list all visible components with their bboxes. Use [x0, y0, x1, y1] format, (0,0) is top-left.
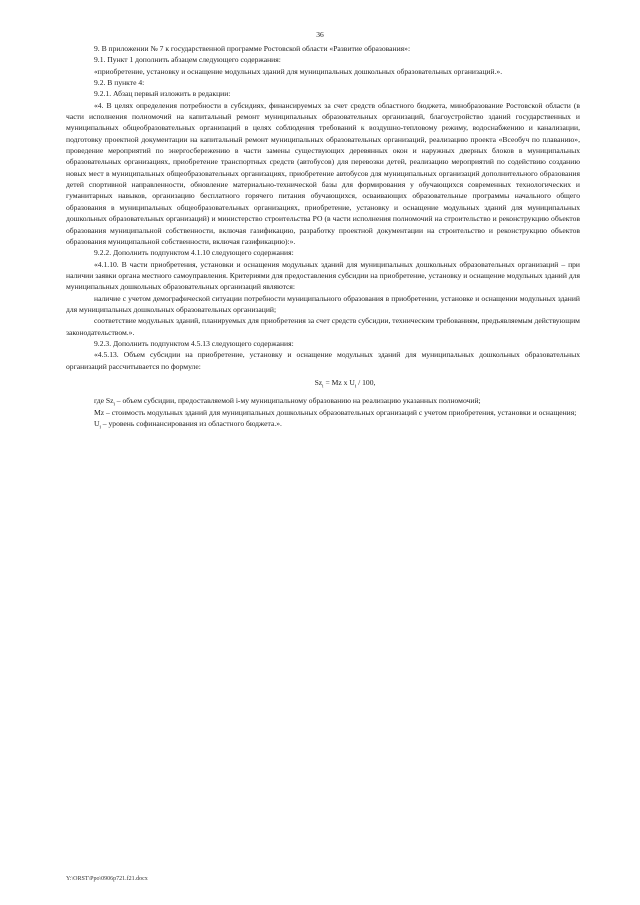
definition-symbol-sub: i [113, 402, 115, 408]
paragraph: 9.1. Пункт 1 дополнить абзацем следующего содержания: [94, 55, 281, 65]
definition-mz [66, 407, 580, 418]
paragraph: 9.2.2. Дополнить подпунктом 4.1.10 следующего содержания: [94, 248, 294, 258]
definition-text: – уровень софинансирования из областного бюджета.». [100, 419, 282, 428]
paragraph: «приобретение, установку и оснащение модульных зданий для муниципальных дошкольных образовательных организаций.». [94, 66, 503, 76]
paragraph: «4. В целях определения потребности в субсидиях, финансируемых за счет средств областного бюджета, минобразование Ростовской области (в части исполнения полномочий на капитальный ремонт муниципальных образовательных организаций, благоустройство зданий государственных и муниципальных общеобразовательных организаций в целях соблюдения требований к воздушно-тепловому режиму, водоснабжению и канализации, подготовку проектной документации на капитальный ремонт муниципальных образовательных организаций, реализацию проекта «Всеобуч по плаванию», проведение мероприятий по энергосбережению в части замены существующих деревянных окон и наружных дверных блоков в муниципальных образовательных организациях, приобретение транспортных средств (автобусов) для перевозки детей, реализацию мероприятий по содействию созданию новых мест в муниципальных общеобразовательных организациях, приобретение автобусов для муниципальных организаций дополнительного образования детей спортивной направленности, обновление материально-технической базы для формирования у обучающихся современных технологических и гуманитарных навыков, организацию бесплатного горячего питания обучающихся, осваивающих образовательные программы начального общего образования в муниципальных общеобразовательных организациях, приобретение, установку и оснащение модульных зданий для муниципальных дошкольных образовательных организаций) и министерство строительства РО (в части исполнения полномочий на строительство и реконструкцию объектов образования муниципальной собственности, включая газификацию, разработку проектной документации на строительство и реконструкцию объектов образования муниципальной собственности, включая газификацию):». [66, 100, 580, 246]
document-body [66, 43, 580, 429]
definition-text: – объем субсидии, предоставляемой i-му муниципальному образованию на реализацию указанных полномочий; [114, 396, 481, 406]
definition-text: – стоимость модульных зданий для муниципальных дошкольных образовательных организаций с учетом приобретения, установки и оснащения; [104, 407, 577, 417]
definition-symbol: U [94, 419, 100, 428]
formula [66, 377, 580, 388]
formula-middle-sub: i [354, 384, 357, 390]
paragraph: 9.2.1. Абзац первый изложить в редакции: [94, 89, 231, 99]
formula-rhs: / 100, [356, 377, 376, 387]
definition-u [66, 418, 580, 429]
paragraph: 9. В приложении № 7 к государственной программе Ростовской области «Развитие образования»: [94, 44, 411, 53]
paragraph: соответствие модульных зданий, планируемых для приобретения за счет средств субсидии, техническим требованиям, предъявляемым действующим законодательством.». [66, 316, 580, 337]
paragraph: 9.2. В пункте 4: [94, 78, 145, 88]
formula-lhs-sub: i [322, 384, 324, 390]
definition-prefix: где [94, 396, 106, 406]
definition-symbol-sub: i [99, 425, 101, 431]
paragraph: «4.1.10. В части приобретения, установки и оснащения модульных зданий для муниципальных дошкольных образовательных организаций – при наличии заявки органа местного самоуправления. Критериями для предоставления субсидии на приобретение, установку и оснащение модульных зданий для муниципальных дошкольных образовательных организаций являются: [66, 259, 580, 292]
definition-symbol: Mz [94, 407, 105, 417]
page-number: 36 [316, 30, 324, 39]
paragraph: «4.5.13. Объем субсидии на приобретение, установку и оснащение модульных зданий для муниципальных дошкольных образовательных организаций рассчитывается по формуле: [66, 350, 580, 371]
formula-middle: = Mz x U [323, 377, 355, 387]
paragraph: наличие с учетом демографической ситуации потребности муниципального образования в приобретении, установке и оснащении модульных зданий для муниципальных дошкольных образовательных организаций; [66, 293, 580, 314]
definition-symbol: Sz [105, 396, 114, 406]
definition-sz [66, 395, 580, 406]
paragraph: 9.2.3. Дополнить подпунктом 4.5.13 следующего содержания: [94, 338, 294, 348]
file-path-footer: Y:\ORST\Ppo\0906p721.f21.docx [66, 876, 148, 882]
formula-lhs: Sz [314, 377, 323, 387]
